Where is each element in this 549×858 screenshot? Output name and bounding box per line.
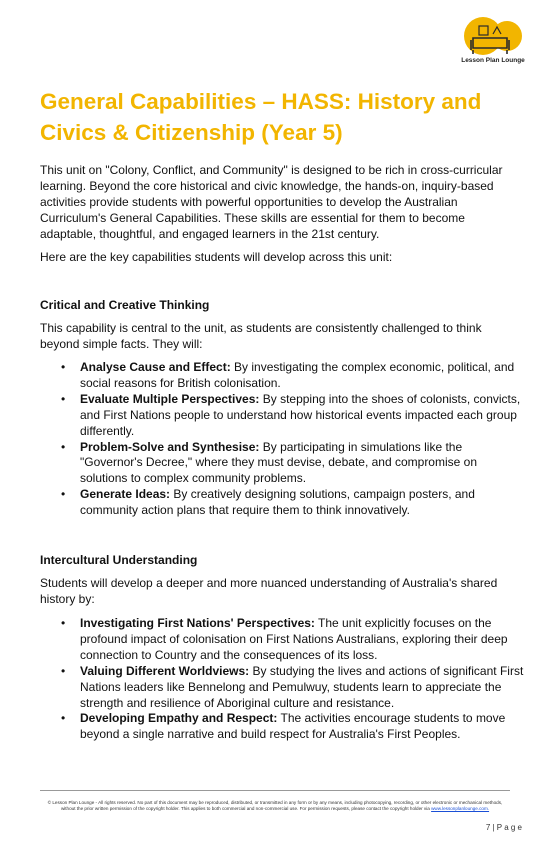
- item-term: Developing Empathy and Respect:: [80, 711, 278, 726]
- item-text: The activities encourage students to move beyond a single narrative and build respect for Australia's First Peoples.: [80, 711, 506, 742]
- lead-paragraph: Here are the key capabilities students will develop across this unit:: [40, 250, 393, 264]
- intro-paragraph: This unit on "Colony, Conflict, and Community" is designed to be rich in cross-curricular learning. Beyond the core historical and civic knowledge, the hands-on, inquiry-based activities provide students with powerful opportunities to develop the Australian Curriculum's General Capabilities. These skills are essential for them to become adaptable, thoughtful, and engaged learners in the 21st century.: [40, 163, 503, 241]
- list-item: [40, 487, 525, 519]
- item-text: The unit explicitly focuses on the profound impact of colonisation on First Nations Australians, exploring their deep connection to Country and the consequences of its loss.: [80, 616, 508, 662]
- list-item: [40, 711, 525, 743]
- item-text: By investigating the complex economic, political, and social reasons for British colonisation.: [80, 360, 515, 390]
- bullet-icon: •: [61, 616, 66, 630]
- list-item: [40, 664, 525, 712]
- item-term: Valuing Different Worldviews:: [80, 663, 250, 678]
- section-intro: This capability is central to the unit, as students are consistently challenged to think beyond simple facts. They will:: [40, 321, 482, 351]
- bullet-icon: •: [61, 711, 66, 726]
- section-intro: Students will develop a deeper and more nuanced understanding of Australia's shared history by:: [40, 576, 498, 606]
- bullet-icon: •: [61, 663, 66, 678]
- list-item: [40, 616, 525, 664]
- page-title: General Capabilities – HASS: History and Civics & Citizenship (Year 5): [40, 89, 482, 145]
- list-item: [40, 440, 525, 488]
- bullet-icon: •: [61, 391, 66, 406]
- item-text: By creatively designing solutions, campaign posters, and community action plans that require them to think innovatively.: [80, 487, 475, 518]
- page-number: 7 | P a g e: [485, 823, 522, 832]
- website-link[interactable]: www.lessonplanlounge.com.: [431, 806, 490, 812]
- item-term: Generate Ideas:: [80, 487, 171, 502]
- footer-copyright: [40, 800, 510, 813]
- item-text: By participating in simulations like the "Governor's Decree," where they must devise, debate, and compromise on solutions to complex community problems.: [80, 439, 478, 486]
- item-text: By studying the lives and actions of significant First Nations leaders like Bennelong and Pemulwuy, students learn to appreciate the strength and resilience of Aboriginal culture and resistance.: [80, 663, 524, 710]
- bullet-list: [40, 616, 525, 743]
- bullet-icon: •: [61, 487, 66, 502]
- list-item: [40, 392, 525, 440]
- item-term: Evaluate Multiple Perspectives:: [80, 391, 260, 406]
- item-term: Problem-Solve and Synthesise:: [80, 439, 260, 454]
- item-term: Investigating First Nations' Perspectives:: [80, 616, 315, 630]
- footer-divider: [40, 790, 510, 791]
- bullet-list: [40, 360, 525, 519]
- copyright-text: © Lesson Plan Lounge - All rights reserved. No part of this document may be reproduced, distributed, or transmitted in any form or by any means, including photocopying, recording, or other electronic or mechanical methods, without the prior written permission of the copyright holder. This applies to both commercial and non-commercial use. For permission requests, please contact the copyright holder via: [47, 800, 503, 812]
- section-heading-critical-creative-thinking: Critical and Creative Thinking: [40, 298, 210, 312]
- section-heading-intercultural-understanding: Intercultural Understanding: [40, 553, 198, 567]
- bullet-icon: •: [61, 360, 66, 374]
- item-text: By stepping into the shoes of colonists, convicts, and First Nations people to understand how historical events impacted each group differently.: [80, 391, 521, 438]
- logo-text: Lesson Plan Lounge: [461, 57, 525, 64]
- item-term: Analyse Cause and Effect:: [80, 360, 231, 374]
- list-item: [40, 360, 525, 392]
- bullet-icon: •: [61, 439, 66, 454]
